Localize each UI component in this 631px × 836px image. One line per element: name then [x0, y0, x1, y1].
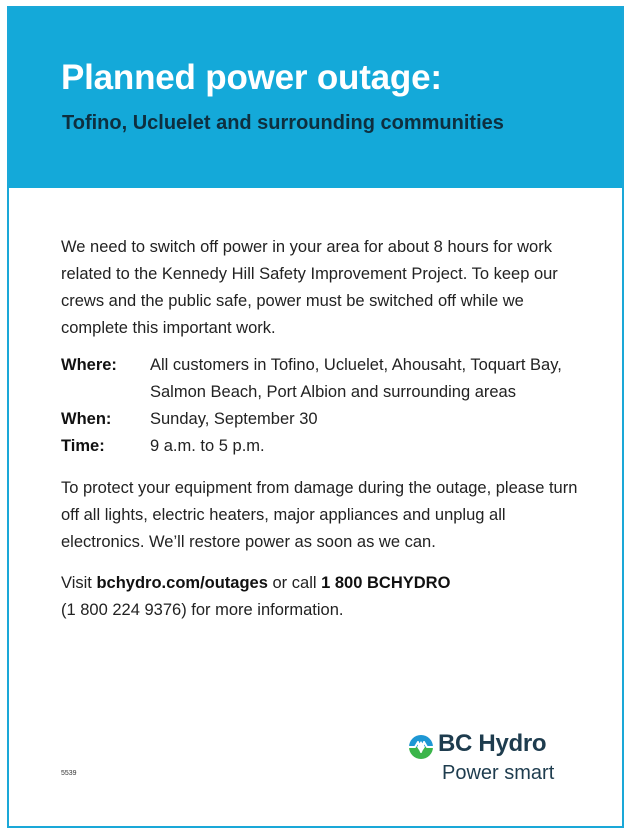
outages-link[interactable]: bchydro.com/outages: [96, 574, 268, 592]
where-value: All customers in Tofino, Ucluelet, Ahousaht, Toquart Bay, Salmon Beach, Port Albion and surrounding areas: [150, 356, 562, 401]
contact-prefix: Visit: [61, 574, 97, 592]
where-row: [61, 352, 581, 406]
contact-paragraph: [61, 570, 581, 624]
bc-hydro-logo: [409, 730, 579, 790]
header-banner: [9, 8, 622, 188]
advice-paragraph: To protect your equipment from damage during the outage, please turn off all lights, electric heaters, major appliances and unplug all electronics. We’ll restore power as soon as we can.: [61, 479, 578, 551]
where-label: Where:: [61, 356, 117, 374]
logo-tagline: Power smart: [442, 762, 555, 784]
when-value: Sunday, September 30: [150, 410, 318, 428]
outage-notice: [7, 6, 624, 828]
phone-number: 1 800 BCHYDRO: [321, 574, 451, 592]
when-row: [61, 406, 581, 433]
time-value: 9 a.m. to 5 p.m.: [150, 437, 265, 455]
when-label: When:: [61, 410, 112, 428]
outage-details: [61, 352, 581, 460]
time-label: Time:: [61, 437, 105, 455]
notice-subtitle: Tofino, Ucluelet and surrounding communities: [62, 112, 504, 134]
time-row: [61, 433, 581, 460]
contact-middle: or call: [267, 574, 322, 592]
logo-name: BC Hydro: [438, 730, 547, 757]
contact-suffix: (1 800 224 9376) for more information.: [61, 601, 344, 619]
notice-title: Planned power outage:: [61, 58, 442, 97]
notice-body: [61, 234, 581, 624]
intro-paragraph: We need to switch off power in your area for about 8 hours for work related to the Kennedy Hill Safety Improvement Project. To keep our crews and the public safe, power must be switched off while we complete this important work.: [61, 238, 558, 337]
bc-hydro-logo-icon: [409, 735, 433, 759]
document-code: 5539: [61, 770, 77, 777]
